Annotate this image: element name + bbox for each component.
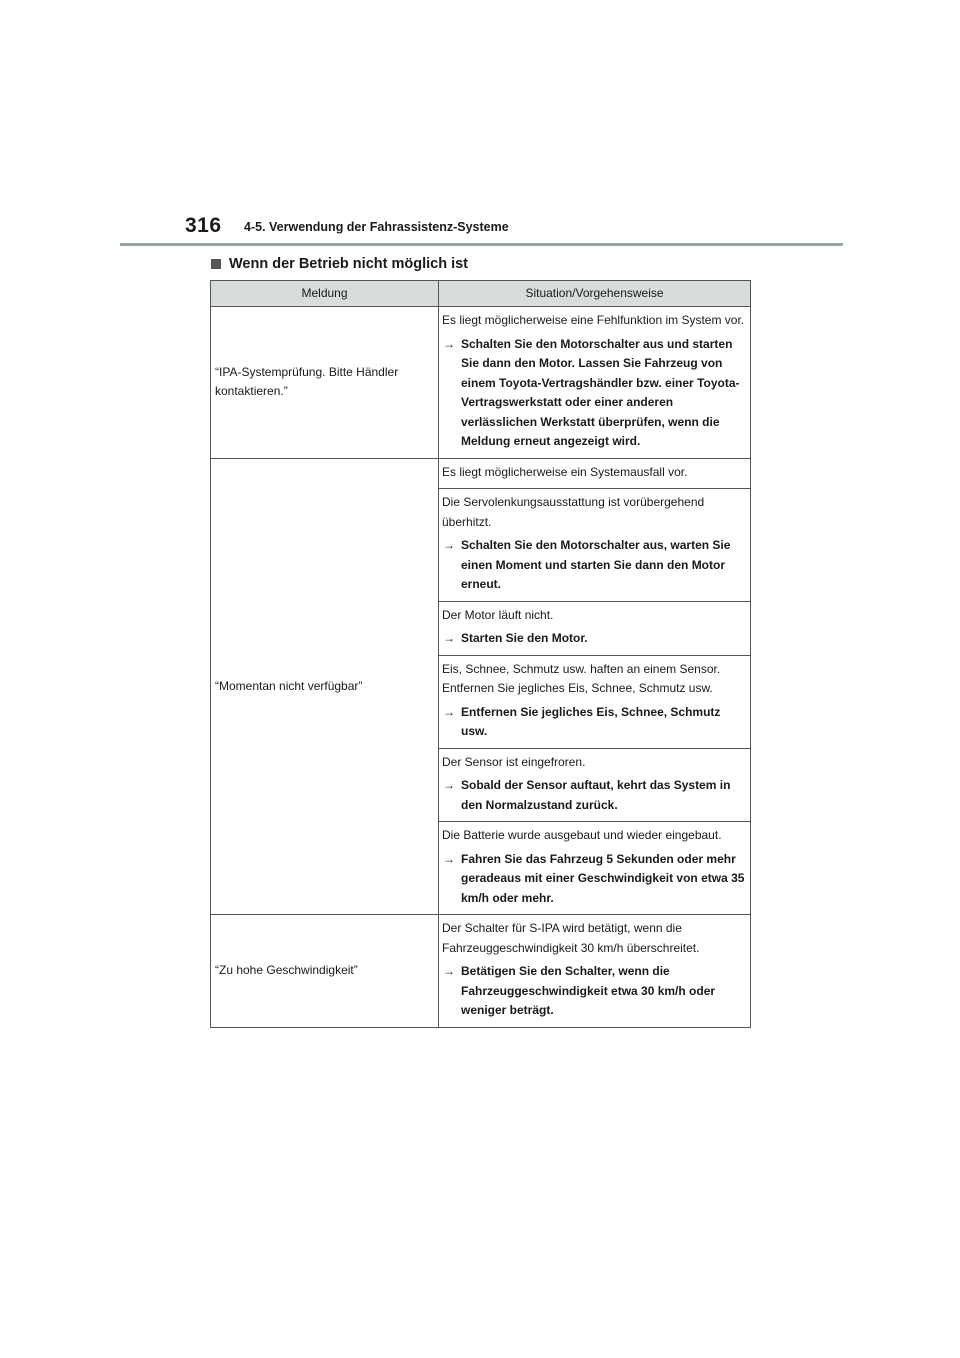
situation-cell [439,655,751,748]
message-table [210,280,751,1028]
arrow-right-icon: → [443,631,455,645]
table-row [211,307,751,459]
situation-text: Es liegt möglicherweise ein Systemausfall vor. [442,464,688,479]
situation-cell [439,601,751,655]
situation-text: Eis, Schnee, Schmutz usw. haften an einem Sensor. Entfernen Sie jegliches Eis, Schnee, Schmutz usw. [442,661,721,695]
arrow-right-icon: → [443,778,455,792]
table-body [211,307,751,1028]
situation-text: Der Sensor ist eingefroren. [442,754,586,769]
arrow-right-icon: → [443,704,455,719]
subheading-text: Wenn der Betrieb nicht möglich ist [229,256,469,272]
table-header-row [211,281,751,307]
situation-cell [439,915,751,1028]
action-item [442,850,745,909]
situation-cell [439,307,751,459]
section-title: 4-5. Verwendung der Fahrassistenz-Systeme [244,220,509,234]
arrow-right-icon: → [443,851,455,866]
action-item [442,962,745,1021]
situation-cell [439,822,751,915]
situation-cell [439,489,751,602]
subheading [211,256,468,272]
message-cell: “Momentan nicht verfügbar” [211,458,439,915]
action-text: Sobald der Sensor auftaut, kehrt das System in den Normalzustand zurück. [461,778,731,812]
action-text: Starten Sie den Motor. [461,631,588,645]
table-row [211,915,751,1028]
action-text: Betätigen Sie den Schalter, wenn die Fahrzeuggeschwindigkeit etwa 30 km/h oder weniger beträgt. [461,964,716,1017]
action-item [442,536,745,595]
action-item [442,335,745,452]
message-cell: “Zu hohe Geschwindigkeit” [211,915,439,1028]
header-divider [120,243,843,246]
arrow-right-icon: → [443,336,455,351]
arrow-right-icon: → [443,964,455,978]
situation-text: Die Batterie wurde ausgebaut und wieder eingebaut. [442,828,722,842]
action-item [442,629,745,649]
action-text: Schalten Sie den Motorschalter aus, warten Sie einen Moment und starten Sie dann den Motor erneut. [461,538,731,591]
arrow-right-icon: → [443,538,455,552]
situation-cell [439,748,751,822]
table-row [211,458,751,489]
action-text: Fahren Sie das Fahrzeug 5 Sekunden oder mehr geradeaus mit einer Geschwindigkeit von etwa 35 km/h oder mehr. [461,851,745,905]
situation-text: Der Motor läuft nicht. [442,607,554,622]
situation-text: Es liegt möglicherweise eine Fehlfunktion im System vor. [442,313,745,327]
action-text: Entfernen Sie jegliches Eis, Schnee, Schmutz usw. [461,704,721,738]
action-text: Schalten Sie den Motorschalter aus und starten Sie dann den Motor. Lassen Sie Fahrzeug von einem Toyota-Vertragshändler bzw. einer Toyota-Vertragswerkstatt oder einer anderen verlässlichen Werkstatt überprüfen, wenn die Meldung erneut angezeigt wird. [461,336,740,448]
action-item [442,776,745,815]
situation-text: Die Servolenkungsausstattung ist vorübergehend überhitzt. [442,495,705,529]
column-header-situation: Situation/Vorgehensweise [439,281,751,307]
square-bullet-icon [211,259,221,269]
message-cell: “IPA-Systemprüfung. Bitte Händler kontaktieren.” [211,307,439,459]
situation-text: Der Schalter für S-IPA wird betätigt, wenn die Fahrzeuggeschwindigkeit 30 km/h überschreitet. [442,921,700,955]
page-number: 316 [185,214,222,237]
situation-cell [439,458,751,489]
column-header-message: Meldung [211,281,439,307]
action-item [442,703,745,742]
